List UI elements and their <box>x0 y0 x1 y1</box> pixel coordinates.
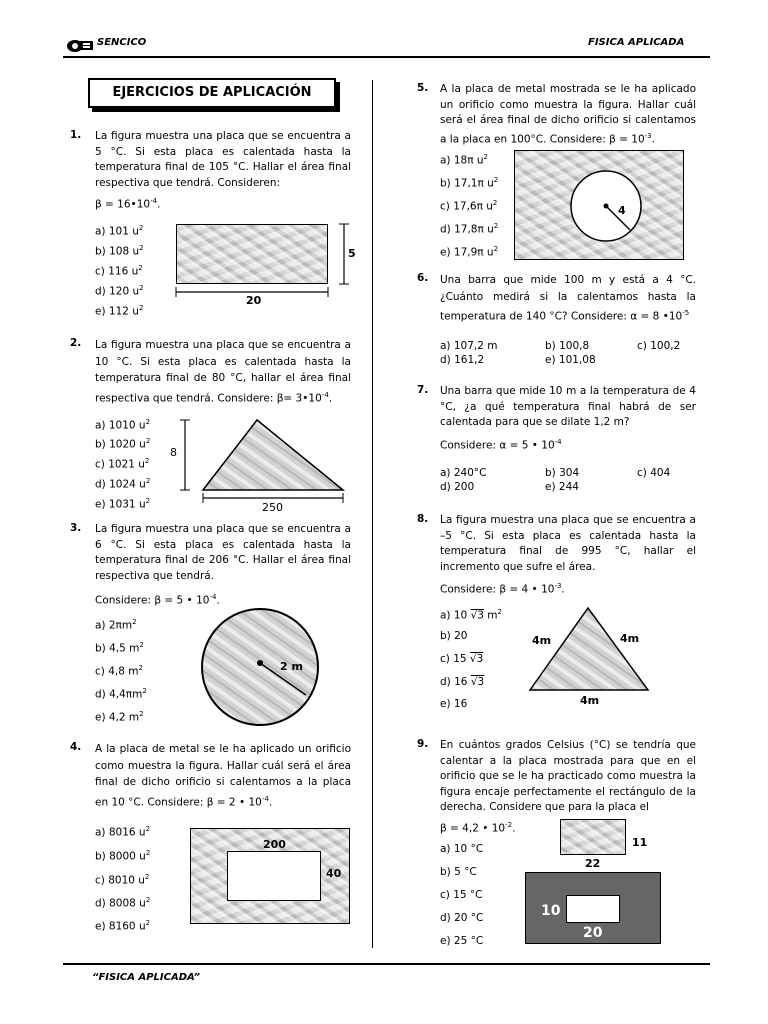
option: b) 304 <box>545 467 580 479</box>
option: e) 8160 $u^2$ <box>95 919 151 933</box>
dimension-label: 10 <box>541 903 561 919</box>
option: a) 10 °C <box>440 843 484 855</box>
option: d) 16 √3 <box>440 676 485 688</box>
problem-number: 9. <box>417 738 429 750</box>
option: b) 8000 $u^2$ <box>95 849 151 863</box>
option: e) 17,9π $u^2$ <box>440 245 499 259</box>
option: d) 17,8π $u^2$ <box>440 222 499 236</box>
option: c) 4,8 $m^2$ <box>95 664 143 678</box>
header-right: FISICA APLICADA <box>588 37 685 48</box>
problem-8-text: La figura muestra una placa que se encuentra a –5 °C. Si esta placa es calentada hasta la temperatura final de 995 °C, hallar el incremento que sufre el área. <box>440 514 696 573</box>
dimension-label: 5 <box>348 247 356 260</box>
problem-7-consider: Considere: α = 5 • $10^{-4}$ <box>440 438 562 452</box>
problem-number: 2. <box>70 337 82 349</box>
option: c) 100,2 <box>637 340 681 352</box>
problem-1-beta: $\beta = 16•10^{-4}$. <box>95 197 161 211</box>
option: b) 4,5 $m^2$ <box>95 641 144 655</box>
option: a) 1010 $u^2$ <box>95 418 151 432</box>
option: e) 1031 $u^2$ <box>95 497 151 511</box>
problem-2-text: La figura muestra una placa que se encuentra a 10 °C. Si esta placa es calentada hasta la temperatura final de 80 °C, hallar el área final respectiva que tendrá. Considere: $\beta= 3•10^{-4}$. <box>95 339 351 404</box>
option: a) 107,2 m <box>440 340 498 352</box>
problem-number: 7. <box>417 384 429 396</box>
footer-text: “FISICA APLICADA” <box>92 972 200 983</box>
problem-8-consider: Considere: β = 4 • $10^{-3}$. <box>440 582 565 596</box>
hole <box>227 851 321 901</box>
option: e) 101,08 <box>545 354 596 366</box>
option: c) 15 √3 <box>440 653 484 665</box>
problem-1-text: La figura muestra una placa que se encuentra a 5 °C. Si esta placa es calentada hasta la temperatura final de 105 °C. Hallar el área final respectiva que tendrá. Consideren: <box>95 130 351 189</box>
dimension-label: 200 <box>263 838 286 851</box>
option: c) 17,6π $u^2$ <box>440 199 498 213</box>
dimension-label: 4 <box>618 204 626 217</box>
option: c) 1021 $u^2$ <box>95 457 150 471</box>
problem-9-text: En cuántos grados Celsius (°C) se tendría que calentar a la placa mostrada para que en el orificio que se le ha practicado como muestra la figura encaje perfectamente el rectángulo de la derecha. Considere que para la placa el <box>440 739 696 813</box>
circle-figure <box>198 605 322 729</box>
dimension-label: 2 m <box>280 660 303 673</box>
dimension-label: 22 <box>585 857 601 870</box>
footer-rule <box>63 963 710 965</box>
option: c) 404 <box>637 467 671 479</box>
option: b) 5 °C <box>440 866 477 878</box>
option: a) $2\pi m^2$ <box>95 618 137 632</box>
problem-number: 1. <box>70 129 82 141</box>
dimension-label: 11 <box>632 836 648 849</box>
option: b) 108 $u^2$ <box>95 244 144 258</box>
option: d) 161,2 <box>440 354 485 366</box>
column-divider <box>372 80 373 948</box>
problem-9-beta: β = 4,2 • $10^{-2}$. <box>440 821 516 835</box>
dimension-label: 20 <box>583 925 603 941</box>
header-left: SENCICO <box>97 37 147 48</box>
problem-number: 8. <box>417 513 429 525</box>
option: b) 1020 $u^2$ <box>95 437 151 451</box>
problem-3-text: La figura muestra una placa que se encuentra a 6 °C. Si esta placa es calentada hasta la temperatura final de 206 °C. Hallar el área final respectiva que tendrá. <box>95 523 351 582</box>
dimension-label: 250 <box>262 501 283 514</box>
problem-number: 3. <box>70 522 82 534</box>
page-title: EJERCICIOS DE APLICACIÓN <box>88 78 336 108</box>
option: b) 20 <box>440 630 468 642</box>
option: d) 20 °C <box>440 912 484 924</box>
option: a) 8016 $u^2$ <box>95 825 151 839</box>
problem-number: 5. <box>417 82 429 94</box>
logo-icon <box>66 37 94 53</box>
triangle-figure <box>175 414 355 514</box>
option: e) 244 <box>545 481 579 493</box>
option: a) 240°C <box>440 467 487 479</box>
option: e) 25 °C <box>440 935 484 947</box>
problem-6-text: Una barra que mide 100 m y está a 4 °C. ¿Cuánto medirá si la calentamos hasta la temperatura de 140 °C? Considere: α = 8 $•10^{-5}$ <box>440 274 696 323</box>
option: c) 15 °C <box>440 889 483 901</box>
circular-hole <box>568 168 644 244</box>
dimension-label: 8 <box>170 446 177 459</box>
header-rule <box>63 56 710 58</box>
dimension-label: 40 <box>326 867 342 880</box>
problem-5-text: A la placa de metal mostrada se le ha aplicado un orificio como muestra la figura. Hallar cuál será el área final de dicho orificio si calentamos a la placa en 100°C. Considere: $\beta = 10^{-3}$. <box>440 83 696 145</box>
dimension-label: 4m <box>580 694 600 707</box>
option: a) 101 $u^2$ <box>95 224 144 238</box>
plate-hole <box>566 895 620 923</box>
option: d) $4,4\pi m^2$ <box>95 687 147 701</box>
problem-number: 4. <box>70 741 82 753</box>
dimension-lines <box>170 220 360 310</box>
option: c) 116 $u^2$ <box>95 264 143 278</box>
problem-4-text: A la placa de metal se le ha aplicado un orificio como muestra la figura. Hallar cuál será el área final de dicho orificio si calentamos a la placa en 10 °C. Considere: β = 2 • $10^{-4}$. <box>95 743 351 808</box>
dimension-label: 4m <box>532 634 552 647</box>
option: d) 200 <box>440 481 475 493</box>
option: d) 8008 $u^2$ <box>95 896 151 910</box>
problem-7-text: Una barra que mide 10 m a la temperatura de 4 °C, ¿a qué temperatura final habrá de ser calentada para que se dilate 1,2 m? <box>440 385 696 428</box>
option: e) 16 <box>440 698 468 710</box>
small-rectangle-figure <box>560 819 626 855</box>
option: b) 100,8 <box>545 340 590 352</box>
option: d) 1024 $u^2$ <box>95 477 151 491</box>
option: d) 120 $u^2$ <box>95 284 144 298</box>
equilateral-triangle-figure <box>520 604 670 694</box>
option: e) 112 $u^2$ <box>95 304 144 318</box>
option: c) 8010 $u^2$ <box>95 873 150 887</box>
problem-3-consider: Considere: β = 5 • $10^{-4}$. <box>95 593 220 607</box>
dimension-label: 20 <box>246 294 262 307</box>
option: b) 17,1π $u^2$ <box>440 176 499 190</box>
dimension-label: 4m <box>620 632 640 645</box>
option: e) 4,2 $m^2$ <box>95 710 144 724</box>
problem-number: 6. <box>417 272 429 284</box>
option: a) 10 √3 $m^2$ <box>440 608 503 622</box>
option: a) 18π $u^2$ <box>440 153 489 167</box>
